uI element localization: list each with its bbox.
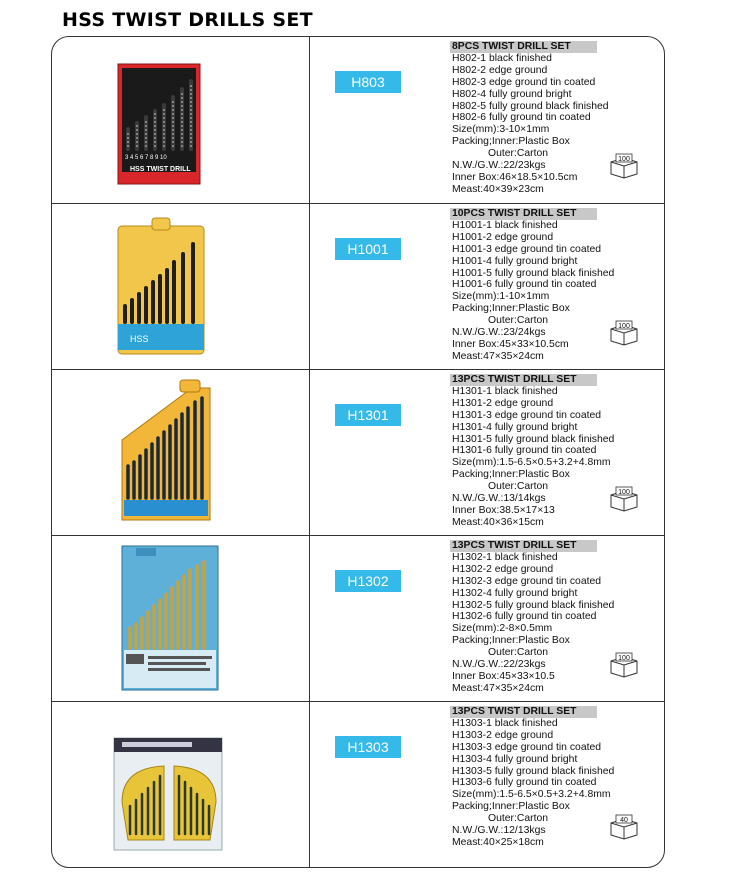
spec-line: Size(mm):3-10×1mm [452,124,550,136]
spec-line-outer: Outer:Carton [488,148,549,160]
spec-line: H1302-4 fully ground bright [452,587,578,599]
model-badge: H803 [335,71,401,93]
spec-line: Packing;Inner:Plastic Box [452,635,570,647]
model-badge: H1303 [335,736,401,758]
spec-heading: 13PCS TWIST DRILL SET [450,706,597,718]
spec-line: H1302-1 black finished [452,551,558,563]
spec-line: H1001-2 edge ground [452,231,554,243]
spec-heading: 10PCS TWIST DRILL SET [450,208,597,220]
spec-line: Inner Box:45×33×10.5 [452,670,555,682]
spec-line: H1001-4 fully ground bright [452,255,578,267]
spec-line: N.W./G.W.:22/23kgs [452,659,546,671]
spec-line: Size(mm):1.5-6.5×0.5+3.2+4.8mm [452,457,611,469]
spec-line: Meast:47×35×24cm [452,682,544,694]
spec-line-outer: Outer:Carton [488,315,549,327]
spec-line: Meast:40×36×15cm [452,516,544,528]
spec-line: Inner Box:38.5×17×13 [452,504,555,516]
product-row-h1301 [52,369,664,535]
spec-line: H1001-5 fully ground black finished [452,267,615,279]
spec-line-outer: Outer:Carton [488,813,549,825]
case-brand-label: HSS TWIST DRILL [130,166,191,173]
spec-line: H1303-4 fully ground bright [452,753,578,765]
product-row-h1302 [52,535,664,701]
spec-line: H1301-2 edge ground [452,397,554,409]
product-catalog-table [51,36,665,868]
spec-line: Size(mm):1-10×1mm [452,291,550,303]
spec-line: H1301-5 fully ground black finished [452,433,615,445]
svg-text:100: 100 [618,323,630,330]
svg-text:100: 100 [618,156,630,163]
spec-line: H1303-2 edge ground [452,729,554,741]
model-badge: H1302 [335,570,401,592]
spec-line: H1301-3 edge ground tin coated [452,409,602,421]
spec-line: N.W./G.W.:12/13kgs [452,825,546,837]
product-row-h1001 [52,203,664,369]
spec-line: H1302-3 edge ground tin coated [452,575,602,587]
carton-box-icon [607,320,641,346]
model-badge: H1001 [335,238,401,260]
drill-case-image [52,536,309,702]
product-image-cell [52,702,309,868]
spec-line: Packing;Inner:Plastic Box [452,801,570,813]
spec-line-outer: Outer:Carton [488,481,549,493]
product-image-cell [52,370,309,535]
drill-case-image [52,204,309,370]
spec-line: H1001-6 fully ground tin coated [452,279,597,291]
spec-line: H802-5 fully ground black finished [452,100,609,112]
spec-heading: 8PCS TWIST DRILL SET [450,41,597,53]
spec-heading: 13PCS TWIST DRILL SET [450,374,597,386]
spec-line: H1301-6 fully ground tin coated [452,445,597,457]
spec-line-outer: Outer:Carton [488,647,549,659]
spec-line: Size(mm):1.5-6.5×0.5+3.2+4.8mm [452,789,611,801]
product-row-h1303 [52,701,664,868]
spec-line: H802-3 edge ground tin coated [452,76,596,88]
spec-line: H1001-3 edge ground tin coated [452,243,602,255]
page-title: HSS TWIST DRILLS SET [62,9,313,31]
spec-line: H802-6 fully ground tin coated [452,112,591,124]
product-image-cell [52,37,309,203]
svg-text:100: 100 [618,655,630,662]
drill-case-image [52,702,309,868]
spec-line: Packing;Inner:Plastic Box [452,303,570,315]
spec-line: H1303-1 black finished [452,717,558,729]
spec-line: Inner Box:46×18.5×10.5cm [452,171,578,183]
spec-line: Inner Box:45×33×10.5cm [452,338,569,350]
product-image-cell [52,536,309,701]
carton-box-icon [607,153,641,179]
spec-line: Packing;Inner:Plastic Box [452,469,570,481]
spec-line: N.W./G.W.:22/23kgs [452,160,546,172]
spec-line: H1303-3 edge ground tin coated [452,741,602,753]
product-image-cell [52,204,309,369]
spec-line: H802-4 fully ground bright [452,88,572,100]
carton-box-icon [607,652,641,678]
spec-line: H1302-5 fully ground black finished [452,599,615,611]
spec-line: H1301-1 black finished [452,385,558,397]
carton-box-icon [607,486,641,512]
spec-line: H1303-6 fully ground tin coated [452,777,597,789]
spec-line: N.W./G.W.:23/24kgs [452,327,546,339]
carton-box-icon [607,814,641,840]
spec-block [452,208,614,363]
drill-case-image [52,37,309,203]
spec-block [452,374,614,529]
spec-line: N.W./G.W.:13/14kgs [452,493,546,505]
product-row-h803 [52,37,664,203]
spec-heading: 13PCS TWIST DRILL SET [450,540,597,552]
spec-block [452,706,614,849]
model-badge: H1301 [335,404,401,426]
spec-line: H1302-6 fully ground tin coated [452,611,597,623]
spec-line: H1302-2 edge ground [452,563,554,575]
spec-block [452,540,614,695]
spec-line: H1001-1 black finished [452,219,558,231]
spec-line: H802-1 black finished [452,52,552,64]
spec-line: Meast:40×39×23cm [452,183,544,195]
spec-block [452,41,609,196]
spec-line: Packing;Inner:Plastic Box [452,136,570,148]
spec-line: H802-2 edge ground [452,64,548,76]
case-size-numbers: 3 4 5 6 7 8 9 10 [125,155,167,161]
spec-line: Meast:47×35×24cm [452,350,544,362]
svg-text:100: 100 [618,489,630,496]
case-brand-label: HSS [130,334,149,344]
spec-line: Size(mm):2-8×0.5mm [452,623,553,635]
spec-line: Meast:40×25×18cm [452,836,544,848]
svg-text:40: 40 [620,817,628,824]
drill-case-image [52,370,309,536]
spec-line: H1301-4 fully ground bright [452,421,578,433]
spec-line: H1303-5 fully ground black finished [452,765,615,777]
